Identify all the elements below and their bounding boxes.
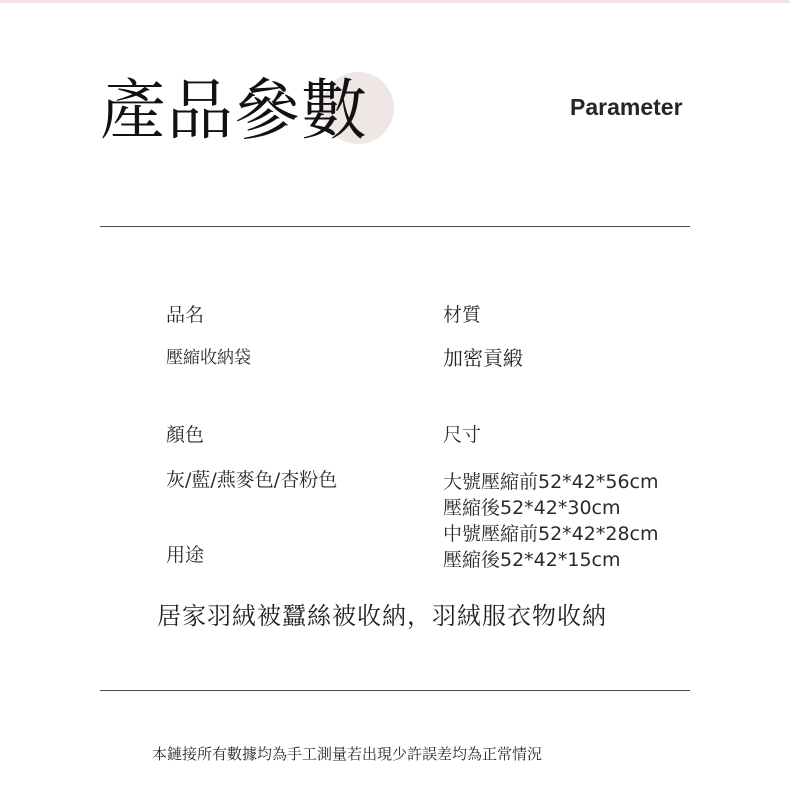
color-label: 顏色: [166, 424, 205, 446]
material-value: 加密貢緞: [443, 346, 523, 370]
color-value: 灰/藍/燕麥色/杏粉色: [166, 469, 338, 491]
size-label: 尺寸: [443, 424, 482, 446]
top-accent-band: [0, 0, 790, 3]
name-label: 品名: [166, 304, 205, 326]
material-label: 材質: [443, 304, 482, 326]
size-line: 大號壓縮前52*42*56cm: [443, 471, 659, 493]
size-line: 中號壓縮前52*42*28cm: [443, 523, 659, 545]
usage-value: 居家羽絨被蠶絲被收納，羽絨服衣物收納: [157, 602, 607, 630]
footer-note: 本鏈接所有數據均為手工測量若出現少許誤差均為正常情況: [152, 745, 543, 763]
size-line: 壓縮後52*42*15cm: [443, 549, 621, 571]
divider-bottom: [100, 690, 690, 691]
size-value-list: [443, 469, 659, 573]
page-subtitle: Parameter: [570, 94, 683, 120]
size-line: 壓縮後52*42*30cm: [443, 497, 621, 519]
page-title: 產品參數: [100, 72, 368, 149]
usage-label: 用途: [166, 544, 205, 566]
name-value: 壓縮收納袋: [166, 348, 251, 368]
divider-top: [100, 226, 690, 227]
